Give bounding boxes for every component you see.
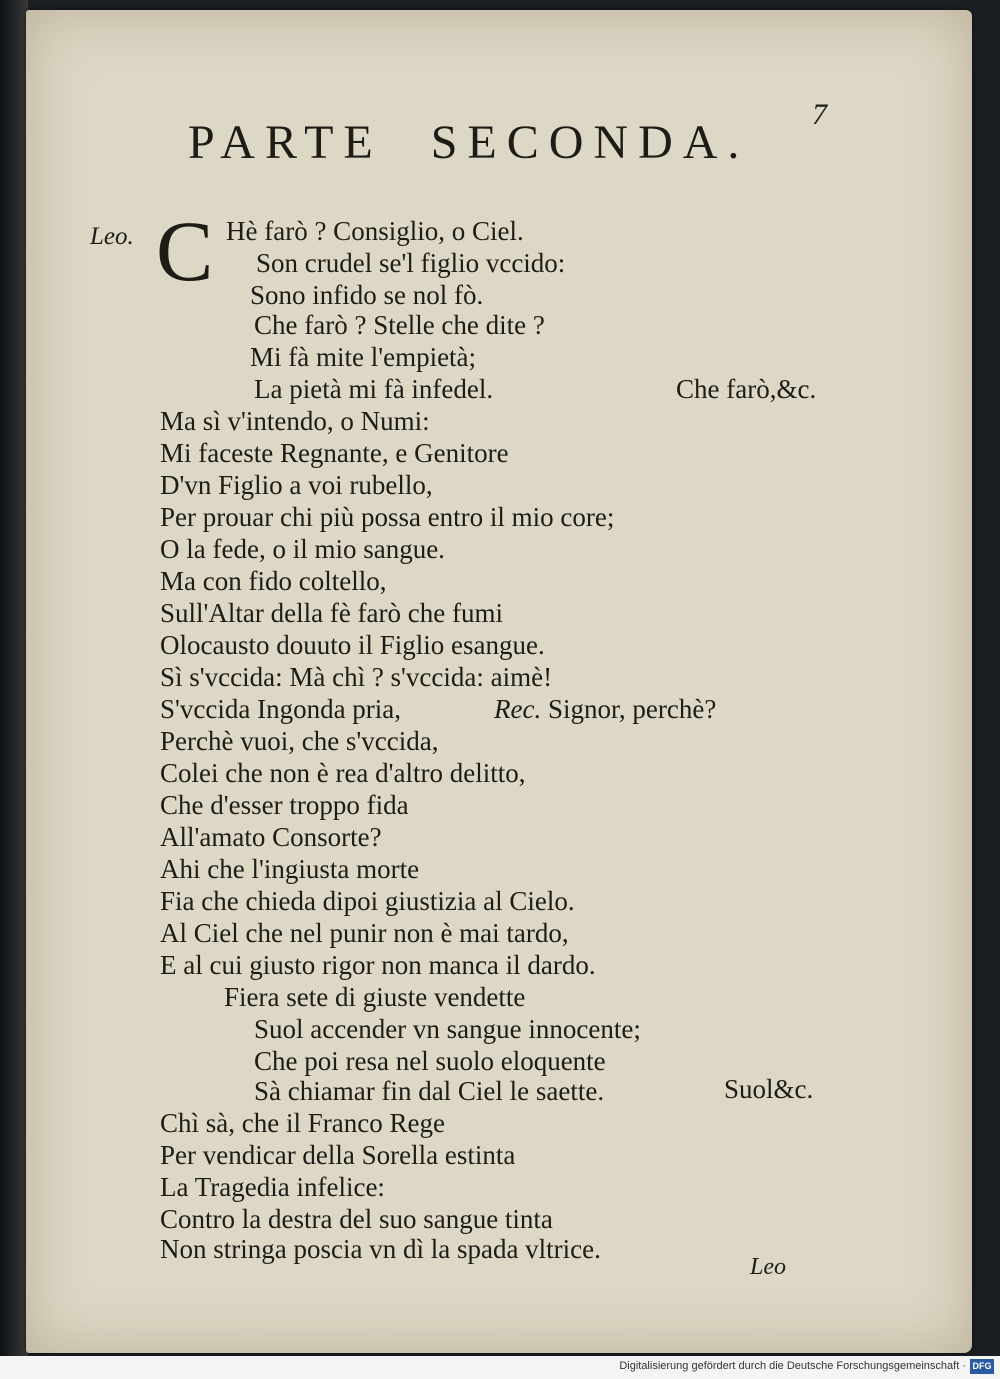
heading-word-1: PARTE [188, 116, 383, 169]
interjection [494, 694, 716, 724]
verse-line: Son crudel se'l figlio vccido: [256, 248, 566, 278]
verse-line: Hè farò ? Consiglio, o Ciel. [226, 216, 524, 246]
verse-line: Non stringa poscia vn dì la spada vltrice. [160, 1234, 601, 1264]
verse-line: Per vendicar della Sorella estinta [160, 1140, 516, 1170]
verse-line: Che poi resa nel suolo eloquente [254, 1046, 606, 1076]
rec-text: Signor, perchè? [547, 694, 717, 724]
speaker-label: Leo. [90, 223, 134, 250]
book-page [26, 10, 972, 1353]
drop-cap: C [156, 203, 214, 299]
verse-line: La pietà mi fà infedel. [254, 374, 494, 404]
verse-line: Perchè vuoi, che s'vccida, [160, 726, 439, 756]
verse-line: Sà chiamar fin dal Ciel le saette. [254, 1076, 605, 1106]
verse-line: Al Ciel che nel punir non è mai tardo, [160, 918, 569, 948]
book-spine [0, 0, 28, 1360]
page-heading [188, 115, 828, 170]
verse-line: Suol accender vn sangue innocente; [254, 1014, 641, 1044]
catchword: Leo [750, 1254, 786, 1280]
footer-credit: Digitalisierung gefördert durch die Deutsche Forschungsgemeinschaft · [619, 1360, 966, 1372]
verse-line: S'vccida Ingonda pria, [160, 694, 402, 724]
refrain-note: Che farò,&c. [676, 374, 817, 404]
heading-word-2: SECONDA. [430, 116, 750, 169]
verse-line: Chì sà, che il Franco Rege [160, 1108, 445, 1138]
verse-line: Olocausto douuto il Figlio esangue. [160, 630, 545, 660]
rec-speaker: Rec. [494, 694, 542, 724]
dfg-logo: DFG [970, 1359, 994, 1374]
verse-line: D'vn Figlio a voi rubello, [160, 470, 433, 500]
verse-line: All'amato Consorte? [160, 822, 382, 852]
verse-line: Fiera sete di giuste vendette [224, 982, 526, 1012]
verse-line: Sì s'vccida: Mà chì ? s'vccida: aimè! [160, 662, 553, 692]
verse-line: E al cui giusto rigor non manca il dardo. [160, 950, 596, 980]
verse-line: Ma con fido coltello, [160, 566, 387, 596]
refrain-note: Suol&c. [724, 1074, 814, 1104]
verse-line: Ahi che l'ingiusta morte [160, 854, 420, 884]
verse-line: Sono infido se nol fò. [250, 280, 484, 310]
verse-line: Ma sì v'intendo, o Numi: [160, 406, 430, 436]
verse-line: Mi fà mite l'empietà; [250, 342, 477, 372]
verse-line: La Tragedia infelice: [160, 1172, 385, 1202]
verse-line: Sull'Altar della fè farò che fumi [160, 598, 503, 628]
verse-line: Che farò ? Stelle che dite ? [254, 310, 545, 340]
page-number: 7 [812, 98, 827, 131]
verse-line: Per prouar chi più possa entro il mio core; [160, 502, 615, 532]
footer-bar [0, 1356, 1000, 1379]
verse-line: Colei che non è rea d'altro delitto, [160, 758, 526, 788]
verse-line: Mi faceste Regnante, e Genitore [160, 438, 509, 468]
verse-line: Contro la destra del suo sangue tinta [160, 1204, 553, 1234]
verse-line: O la fede, o il mio sangue. [160, 534, 445, 564]
verse-line: Fia che chieda dipoi giustizia al Cielo. [160, 886, 575, 916]
verse-line: Che d'esser troppo fida [160, 790, 409, 820]
